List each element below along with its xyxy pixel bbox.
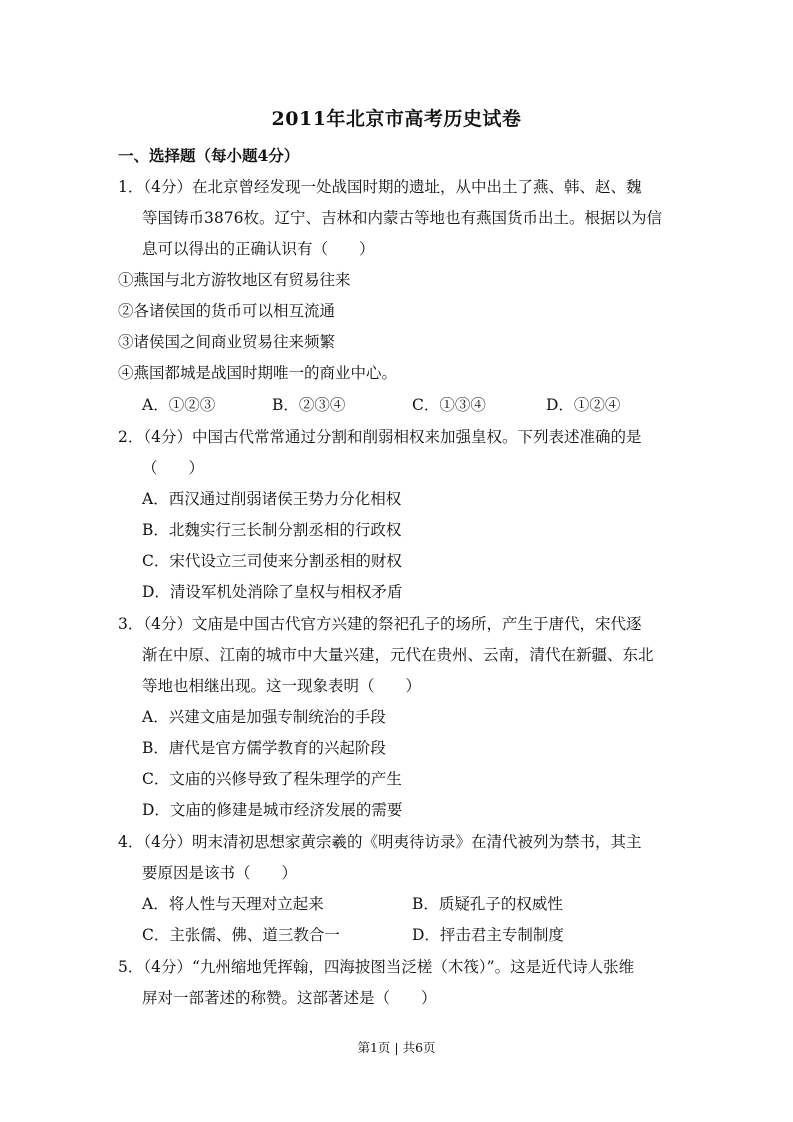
q1-statement-3: ③诸侯国之间商业贸易往来频繁: [118, 333, 336, 351]
q4-option-a: A．将人性与天理对立起来: [142, 895, 324, 913]
q2-option-b: B．北魏实行三长制分割丞相的行政权: [142, 521, 402, 539]
page-title: 2011年北京市高考历史试卷: [271, 108, 522, 130]
q2-option-d: D．清设军机处消除了皇权与相权矛盾: [142, 583, 403, 601]
q1-option-a: A．①②③: [142, 396, 216, 414]
q1-option-b: B．②③④: [272, 396, 346, 414]
q1-option-c: C．①③④: [412, 396, 486, 414]
q1-option-d: D．①②④: [546, 396, 621, 414]
q1-statement-4: ④燕国都城是战国时期唯一的商业中心。: [118, 364, 398, 382]
q2-stem-line-1: 2．（4分）中国古代常常通过分割和削弱相权来加强皇权。下列表述准确的是: [118, 428, 642, 446]
q4-stem-line-2: 要原因是该书（ ）: [142, 864, 298, 882]
q4-option-c: C．主张儒、佛、道三教合一: [142, 926, 340, 944]
q4-option-d: D．抨击君主专制制度: [412, 926, 564, 944]
q5-stem-line-1: 5．（4分）“九州缩地凭挥翰，四海披图当泛槎（木筏）”。这是近代诗人张维: [118, 958, 635, 976]
q3-stem-line-3: 等地也相继出现。这一现象表明（ ）: [142, 677, 422, 695]
q1-stem-line-2: 等国铸币3876枚。辽宁、吉林和内蒙古等地也有燕国货币出土。根据以为信: [142, 209, 662, 227]
q3-option-d: D．文庙的修建是城市经济发展的需要: [142, 801, 403, 819]
q5-stem-line-2: 屏对一部著述的称赞。这部著述是（ ）: [142, 989, 437, 1007]
q3-option-c: C．文庙的兴修导致了程朱理学的产生: [142, 770, 402, 788]
q2-stem-line-2: （ ）: [142, 459, 205, 477]
q2-option-a: A．西汉通过削弱诸侯王势力分化相权: [142, 490, 402, 508]
q1-stem-line-1: 1．（4分）在北京曾经发现一处战国时期的遗址，从中出土了燕、韩、赵、魏: [118, 178, 642, 196]
q2-option-c: C．宋代设立三司使来分割丞相的财权: [142, 552, 402, 570]
q3-option-b: B．唐代是官方儒学教育的兴起阶段: [142, 739, 386, 757]
q1-statement-2: ②各诸侯国的货币可以相互流通: [118, 302, 336, 320]
q3-stem-line-2: 渐在中原、江南的城市中大量兴建，元代在贵州、云南，清代在新疆、东北: [142, 646, 654, 664]
page-footer: 第1页 | 共6页: [357, 1040, 436, 1055]
q3-stem-line-1: 3．（4分）文庙是中国古代官方兴建的祭祀孔子的场所，产生于唐代，宋代逐: [118, 615, 642, 633]
q4-option-b: B．质疑孔子的权威性: [412, 895, 563, 913]
q4-stem-line-1: 4．（4分）明末清初思想家黄宗羲的《明夷待访录》在清代被列为禁书，其主: [118, 833, 642, 851]
q1-statement-1: ①燕国与北方游牧地区有贸易往来: [118, 271, 351, 289]
section-title: 一、选择题（每小题4分）: [118, 146, 300, 165]
q1-stem-line-3: 息可以得出的正确认识有（ ）: [142, 240, 375, 258]
q3-option-a: A．兴建文庙是加强专制统治的手段: [142, 708, 386, 726]
